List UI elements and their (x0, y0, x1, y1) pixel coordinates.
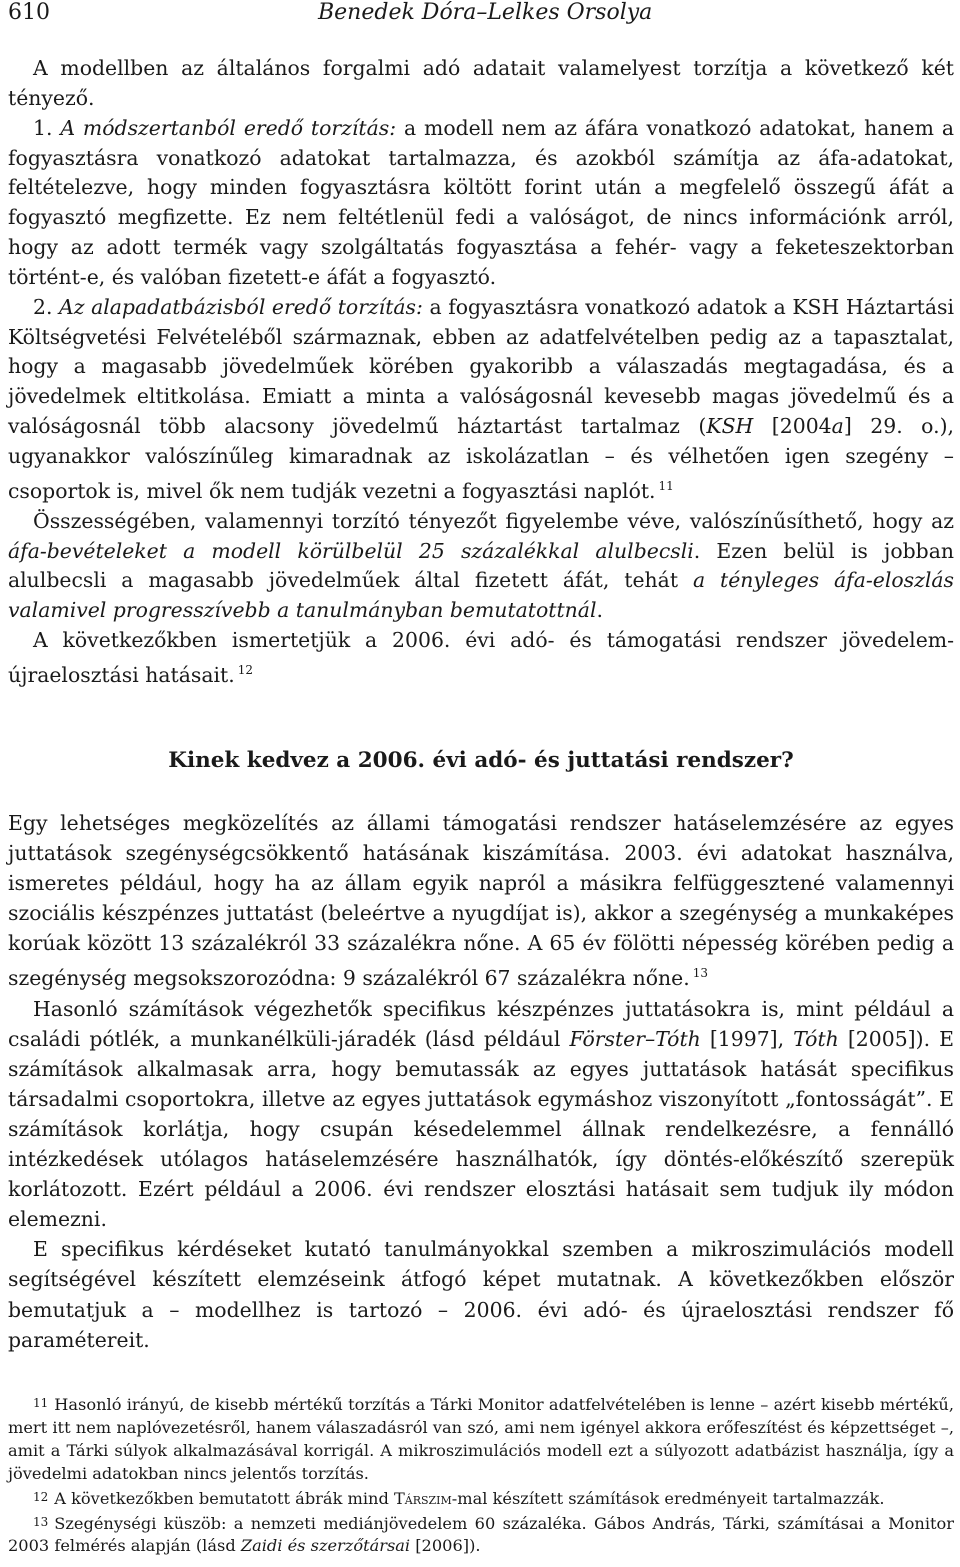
citation-zaidi: Zaidi és szerzőtársai (240, 1536, 411, 1556)
paragraph-1: Egy lehetséges megközelítés az állami támogatási rendszer hatáselemzésére az egyes juttatások szegénységcsökkentő hatásának kiszámítása. 2003. évi adatokat használva, ismeretes például, hogy ha az állam egyik napról a másikra felfüggesztené valamennyi szociális készpénzes juttatást (beleértve a nyugdíjat is), akkor a szegénység a munkaképes korúak között 13 százalékról 33 százalékra nőne. A 65 év fölötti népesség körében pedig a szegénység megsokszorozódna: 9 százalékról 67 százalékra nőne. $^{13}$ (8, 811, 954, 991)
paragraph-2: Hasonló számítások végezhetők specifikus készpénzes juttatásokra is, mint például a családi pótlék, a munkanélküli-járadék (lásd például Förster–Tóth [1997], Tóth [2005]). E számítások alkalmasak arra, hogy bemutassák az egyes juttatások hatását specifikus társadalmi csoportokra, illetve az egyes juttatások egymáshoz viszonyított „fontosságát”. E számítások korlátja, hogy csupán késedelemmel állnak rendelkezésre, a fennálló intézkedések utólagos hatáselemzésére használhatók, így döntés-előkészítő szerepük korlátozott. Ezért például a 2006. évi rendszer elosztási hatásait sem tudjuk ily módon elemezni. (8, 996, 954, 1232)
summary-emphasis-1: áfa-bevételeket a modell körülbelül 25 százalékkal alulbecsli (8, 538, 694, 563)
footnote-ref-13: 13 (692, 966, 708, 981)
citation-forster-toth: Förster–Tóth (569, 1026, 701, 1051)
next-paragraph: A következőkben ismertetjük a 2006. évi adó- és támogatási rendszer jövedelem-újraelosztási hatásait. $^{12}$ (8, 628, 954, 687)
running-title: Benedek Dóra–Lelkes Orsolya (318, 0, 653, 25)
page-header (8, 0, 954, 26)
footnote-ref-12: 12 (237, 662, 253, 677)
summary-emphasis-2: a tényleges áfa-eloszlás valamivel progresszívebb a tanulmányban bemutatottnál (8, 568, 954, 623)
item-2-paragraph: 2. Az alapadatbázisból eredő torzítás: a fogyasztásra vonatkozó adatok a KSH Háztartási Költségvetési Felvételéből származnak, ebben az adatfelvételben pedig az a tapasztalat, hogy a magasabb jövedelműek körében gyakoribb a válaszadás megtagadása, és a jövedelmek eltitkolása. Emiatt a minta a valóságosnál kevesebb magas jövedelmű és a valóságosnál több alacsony jövedelmű háztartást tartalmaz (KSH [2004a] 29. o.), ugyanakkor valószínűleg kimaradnak az iskolázatlan – és vélhetően igen szegény – csoportok is, mivel ők nem tudják vezetni a fogyasztási naplót. $^{11}$ (8, 294, 955, 503)
citation-ksh: KSH (706, 414, 754, 439)
item-1-title: A módszertanból eredő torzítás: (60, 115, 397, 140)
citation-toth: Tóth (793, 1026, 839, 1051)
section-heading: Kinek kedvez a 2006. évi adó- és juttatási rendszer? (168, 748, 794, 773)
main-text-top (8, 54, 954, 691)
footnote-11: 11 Hasonló irányú, de kisebb mértékű torzítás a Tárki Monitor adatfelvételében is lenne – azért kisebb mértékű, mert itt nem naplóvezetésről, hanem válaszadásról van szó, ami nem igényel akkora erőfeszítést és képzettséget –, amit a Tárki súlyok alkalmazásával korrigál. A mikroszimulációs modell ezt a súlyozott adatbázist használja, így a jövedelmi adatokban nincs jelentős torzítás. (8, 1395, 954, 1483)
item-1-paragraph: 1. A módszertanból eredő torzítás: a modell nem az áfára vonatkozó adatokat, hanem a fogyasztásra vonatkozó adatokat tartalmazza, és azokból számítja az áfa-adatokat, feltételezve, hogy minden fogyasztásra költött forint után a megfelelő összegű áfát a fogyasztó megfizette. Ez nem feltétlenül fedi a valóságot, de nincs információnk arról, hogy az adott termék vagy szolgáltatás fogyasztása a fehér- vagy a feketeszektorban történt-e, és valóban fizetett-e áfát a fogyasztó. (8, 115, 954, 289)
footnote-12: 12 A következőkben bemutatott ábrák mind Társzim-mal készített számítások eredményeit tartalmazzák. (33, 1488, 885, 1508)
item-2-title: Az alapadatbázisból eredő torzítás: (59, 294, 423, 319)
intro-paragraph: A modellben az általános forgalmi adó adatait valamelyest torzítja a következő két tényező. (8, 56, 954, 110)
footnote-ref-11: 11 (658, 478, 674, 493)
tarszim-name: Társzim (393, 1488, 452, 1508)
summary-paragraph: Összességében, valamennyi torzító tényezőt figyelembe véve, valószínűsíthető, hogy az áfa-bevételeket a modell körülbelül 25 százalékkal alulbecsli. Ezen belül is jobban alulbecsli a magasabb jövedelműek által fizetett áfát, tehát a tényleges áfa-eloszlás valamivel progresszívebb a tanulmányban bemutatottnál. (8, 508, 954, 623)
paragraph-3: E specifikus kérdéseket kutató tanulmányokkal szemben a mikroszimulációs modell segítségével készített elemzéseink átfogó képet mutatnak. A következőkben először bemutatjuk a – modellhez is tartozó – 2006. évi adó- és újraelosztási rendszer fő paramétereit. (8, 1237, 954, 1352)
footnotes (8, 1392, 954, 1558)
main-text-bottom (8, 808, 954, 1355)
footnote-13: 13 Szegénységi küszöb: a nemzeti mediánjövedelem 60 százaléka. Gábos András, Tárki, számításai a Monitor 2003 felmérés alapján (lásd Zaidi és szerzőtársai [2006]). (8, 1513, 954, 1556)
page-number: 610 (8, 0, 50, 25)
